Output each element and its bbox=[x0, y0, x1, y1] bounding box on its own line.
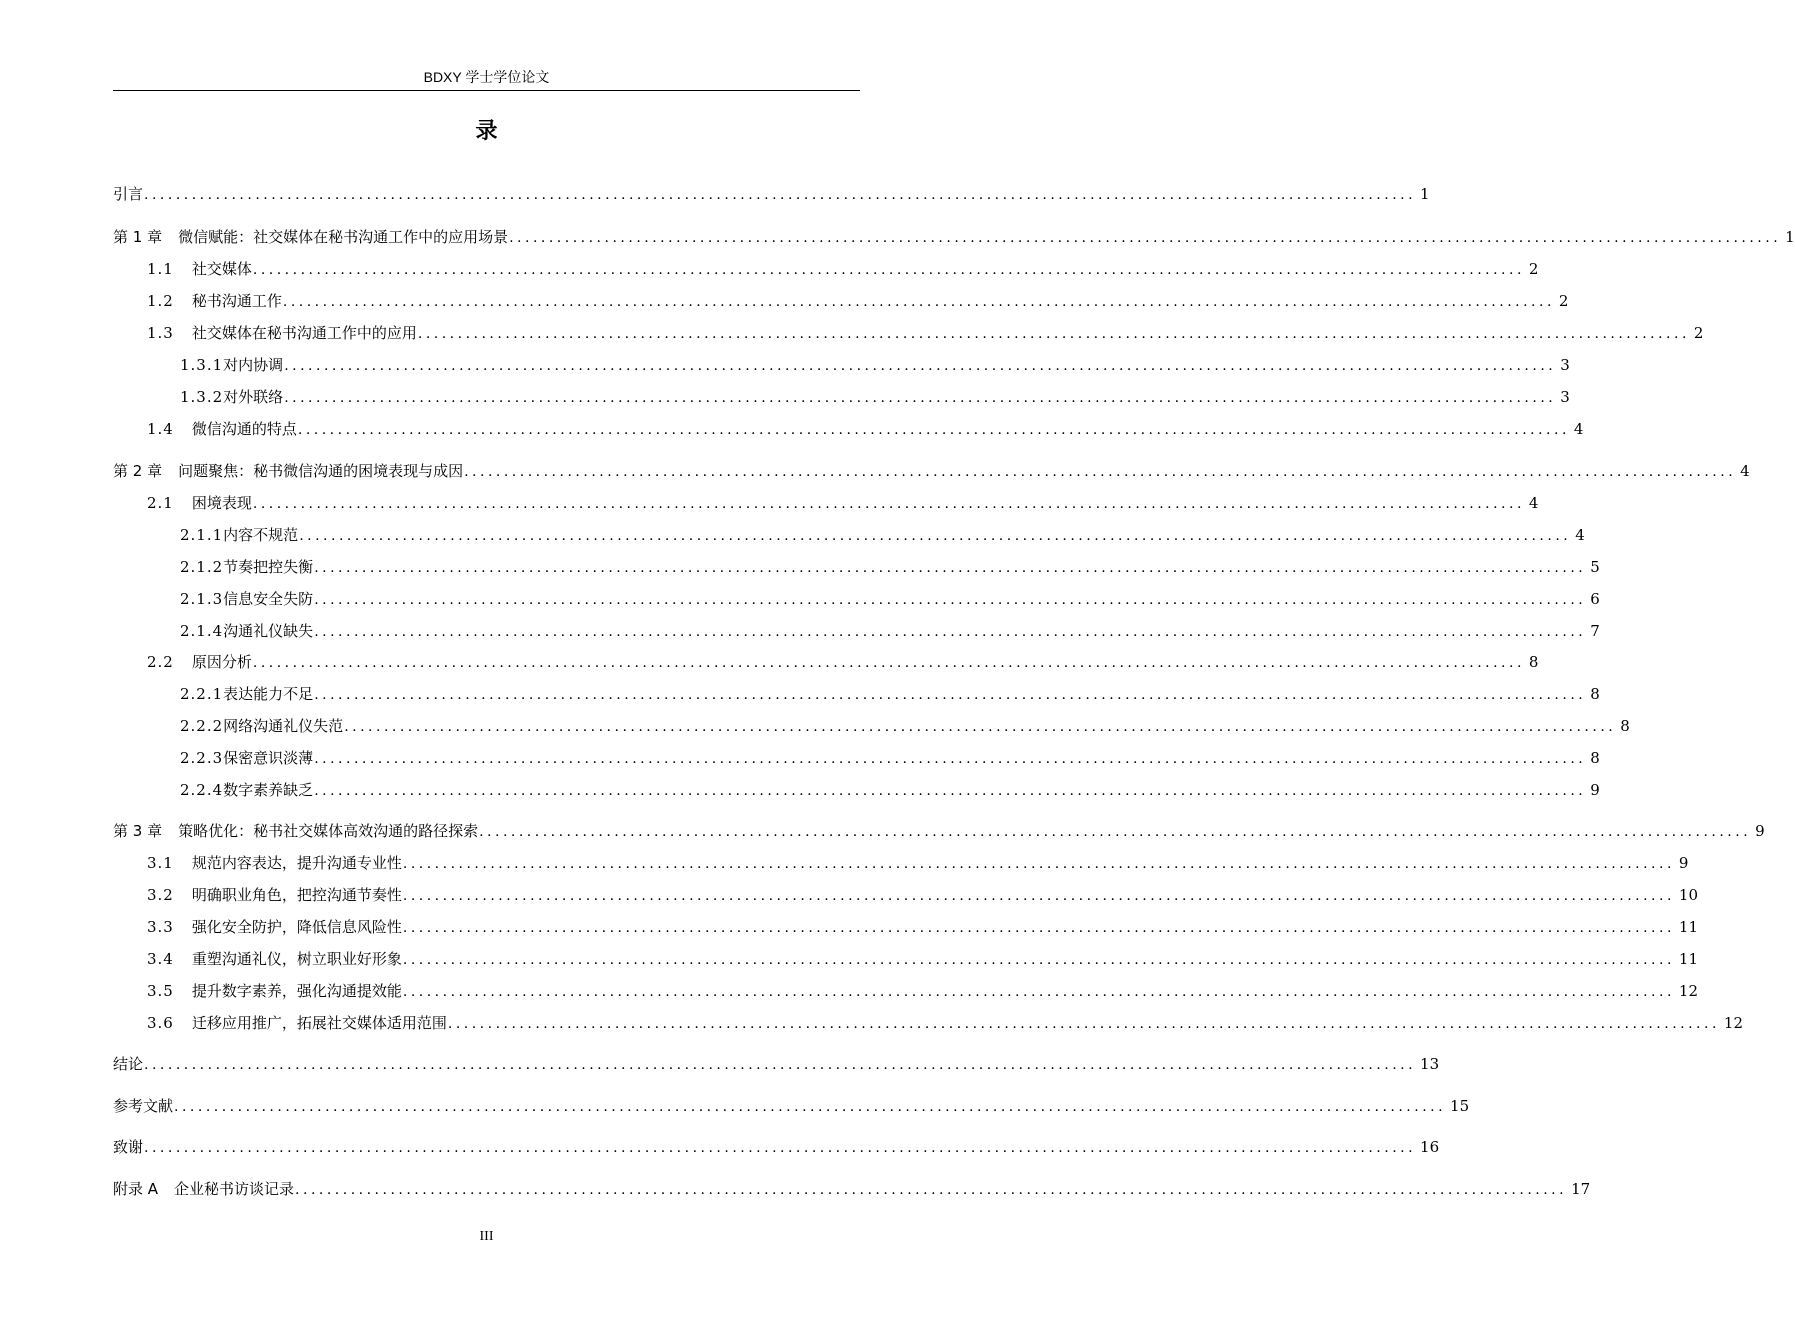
toc-entry-label: 企业秘书访谈记录 bbox=[174, 1180, 295, 1198]
toc-entry-number: 2.2.1 bbox=[180, 685, 224, 703]
toc-entry-number: 2.2.3 bbox=[180, 749, 224, 767]
toc-entry[interactable] bbox=[113, 1053, 1440, 1077]
toc-entry-label: 表达能力不足 bbox=[223, 685, 314, 703]
toc-entry-page: 8 bbox=[1590, 749, 1600, 767]
toc-entry-label: 内容不规范 bbox=[223, 526, 299, 544]
dot-leader: ................................................................................................................................................................ bbox=[314, 624, 1587, 640]
dot-leader: ................................................................................................................................................................ bbox=[464, 464, 1737, 480]
toc-entry-page: 5 bbox=[1590, 558, 1600, 576]
page-number-footer: III bbox=[479, 1229, 494, 1244]
toc-entry[interactable] bbox=[113, 524, 1585, 548]
toc-entry[interactable] bbox=[113, 354, 1570, 378]
dot-leader: ................................................................................................................................................................ bbox=[447, 1016, 1720, 1032]
toc-entry-page: 9 bbox=[1678, 854, 1689, 872]
dot-leader: ................................................................................................................................................................ bbox=[174, 1099, 1447, 1115]
toc-entry-page: 12 bbox=[1678, 982, 1698, 1000]
running-header: BDXY 学士学位论文 bbox=[423, 69, 550, 85]
toc-entry-label: 信息安全失防 bbox=[223, 590, 314, 608]
toc-entry[interactable] bbox=[113, 1178, 1591, 1202]
dot-leader: ................................................................................................................................................................ bbox=[402, 888, 1675, 904]
toc-title: 录 bbox=[475, 119, 498, 144]
toc-entry-number: 2.2.4 bbox=[180, 781, 224, 799]
toc-entry[interactable] bbox=[113, 779, 1600, 803]
toc-entry-label: 保密意识淡薄 bbox=[223, 749, 314, 767]
toc-entry[interactable] bbox=[113, 588, 1600, 612]
dot-leader: ................................................................................................................................................................ bbox=[509, 230, 1782, 246]
toc-entry-page: 4 bbox=[1575, 526, 1585, 544]
toc-entry[interactable] bbox=[113, 651, 1539, 675]
header-rule bbox=[113, 90, 860, 91]
toc-entry-page: 17 bbox=[1571, 1180, 1591, 1198]
toc-entry-page: 11 bbox=[1678, 950, 1698, 968]
toc-entry-label: 对外联络 bbox=[223, 388, 284, 406]
toc-entry-label: 微信赋能：社交媒体在秘书沟通工作中的应用场景 bbox=[178, 228, 509, 246]
toc-entry-label: 规范内容表达，提升沟通专业性 bbox=[191, 854, 402, 872]
toc-entry-number: 3.4 bbox=[147, 950, 174, 968]
dot-leader: ................................................................................................................................................................ bbox=[314, 783, 1587, 799]
toc-entry-label: 强化安全防护，降低信息风险性 bbox=[191, 918, 402, 936]
dot-leader: ................................................................................................................................................................ bbox=[314, 592, 1587, 608]
toc-entry-number: 3.1 bbox=[147, 854, 174, 872]
dot-leader: ................................................................................................................................................................ bbox=[295, 1182, 1568, 1198]
toc-entry[interactable] bbox=[113, 852, 1689, 876]
toc-entry-page: 13 bbox=[1420, 1055, 1440, 1073]
dot-leader: ................................................................................................................................................................ bbox=[252, 262, 1525, 278]
toc-entry-number: 3.3 bbox=[147, 918, 174, 936]
toc-entry-number: 2.1.4 bbox=[180, 622, 224, 640]
toc-entry[interactable] bbox=[113, 322, 1704, 346]
toc-entry[interactable] bbox=[113, 1012, 1743, 1036]
dot-leader: ................................................................................................................................................................ bbox=[314, 687, 1587, 703]
toc-entry[interactable] bbox=[113, 492, 1539, 516]
toc-entry-number: 1.4 bbox=[147, 420, 174, 438]
dot-leader: ................................................................................................................................................................ bbox=[297, 422, 1570, 438]
toc-entry-page: 6 bbox=[1590, 590, 1600, 608]
toc-entry-number: 3.5 bbox=[147, 982, 174, 1000]
toc-entry[interactable] bbox=[113, 556, 1600, 580]
toc-entry[interactable] bbox=[113, 715, 1630, 739]
toc-entry-page: 4 bbox=[1740, 462, 1750, 480]
toc-entry-number: 3.6 bbox=[147, 1014, 174, 1032]
toc-entry-label: 重塑沟通礼仪，树立职业好形象 bbox=[191, 950, 402, 968]
toc-entry-page: 7 bbox=[1590, 622, 1600, 640]
toc-entry[interactable] bbox=[113, 1136, 1440, 1160]
toc-entry-label: 节奏把控失衡 bbox=[223, 558, 314, 576]
toc-entry-label: 结论 bbox=[113, 1055, 144, 1073]
toc-entry-label: 问题聚焦：秘书微信沟通的困境表现与成因 bbox=[178, 462, 464, 480]
toc-entry[interactable] bbox=[113, 948, 1698, 972]
dot-leader: ................................................................................................................................................................ bbox=[479, 824, 1752, 840]
toc-entry-label: 策略优化：秘书社交媒体高效沟通的路径探索 bbox=[178, 822, 479, 840]
toc-entry[interactable] bbox=[113, 884, 1698, 908]
toc-entry-number: 2.1.1 bbox=[180, 526, 224, 544]
toc-entry-number: 1.3.2 bbox=[180, 388, 224, 406]
dot-leader: ................................................................................................................................................................ bbox=[344, 719, 1617, 735]
toc-entry[interactable] bbox=[113, 460, 1750, 484]
dot-leader: ................................................................................................................................................................ bbox=[402, 856, 1675, 872]
toc-entry[interactable] bbox=[113, 226, 1795, 250]
toc-entry-label: 参考文献 bbox=[113, 1097, 174, 1115]
toc-entry-number: 1.2 bbox=[147, 292, 174, 310]
dot-leader: ................................................................................................................................................................ bbox=[402, 984, 1675, 1000]
dot-leader: ................................................................................................................................................................ bbox=[284, 390, 1557, 406]
toc-entry-number: 第 1 章 bbox=[113, 228, 163, 246]
toc-entry-number: 1.3 bbox=[147, 324, 174, 342]
toc-entry-page: 16 bbox=[1420, 1138, 1440, 1156]
toc-entry-page: 3 bbox=[1560, 356, 1570, 374]
dot-leader: ................................................................................................................................................................ bbox=[417, 326, 1690, 342]
toc-entry-label: 明确职业角色，把控沟通节奏性 bbox=[191, 886, 402, 904]
toc-entry[interactable] bbox=[113, 820, 1765, 844]
toc-entry-page: 1 bbox=[1785, 228, 1795, 246]
toc-entry[interactable] bbox=[113, 747, 1600, 771]
toc-entry-label: 数字素养缺乏 bbox=[223, 781, 314, 799]
dot-leader: ................................................................................................................................................................ bbox=[282, 294, 1555, 310]
toc-entry-number: 1.3.1 bbox=[180, 356, 224, 374]
toc-entry-label: 网络沟通礼仪失范 bbox=[223, 717, 344, 735]
toc-entry-page: 2 bbox=[1693, 324, 1704, 342]
toc-entry-page: 1 bbox=[1420, 185, 1430, 203]
toc-entry-label: 微信沟通的特点 bbox=[191, 420, 297, 438]
dot-leader: ................................................................................................................................................................ bbox=[252, 496, 1525, 512]
toc-entry-page: 4 bbox=[1528, 494, 1539, 512]
toc-entry[interactable] bbox=[113, 683, 1600, 707]
toc-entry-number: 附录 A bbox=[113, 1180, 159, 1198]
toc-entry-label: 困境表现 bbox=[191, 494, 252, 512]
toc-entry-number: 2.2.2 bbox=[180, 717, 224, 735]
toc-entry-number: 2.1 bbox=[147, 494, 174, 512]
toc-entry-page: 15 bbox=[1450, 1097, 1470, 1115]
toc-entry-label: 提升数字素养，强化沟通提效能 bbox=[191, 982, 402, 1000]
toc-entry[interactable] bbox=[113, 418, 1584, 442]
toc-entry-label: 迁移应用推广，拓展社交媒体适用范围 bbox=[191, 1014, 447, 1032]
toc-entry-number: 3.2 bbox=[147, 886, 174, 904]
toc-entry-page: 2 bbox=[1558, 292, 1569, 310]
toc-entry-label: 引言 bbox=[113, 185, 144, 203]
toc-entry-page: 4 bbox=[1573, 420, 1584, 438]
toc-entry-number: 2.2 bbox=[147, 653, 174, 671]
toc-entry-page: 10 bbox=[1678, 886, 1698, 904]
toc-entry-label: 对内协调 bbox=[223, 356, 284, 374]
toc-entry[interactable] bbox=[113, 258, 1539, 282]
toc-entry[interactable] bbox=[113, 290, 1569, 314]
toc-entry-label: 沟通礼仪缺失 bbox=[223, 622, 314, 640]
toc-entry-number: 第 3 章 bbox=[113, 822, 163, 840]
toc-entry-label: 秘书沟通工作 bbox=[191, 292, 282, 310]
dot-leader: ................................................................................................................................................................ bbox=[144, 1057, 1417, 1073]
toc-entry[interactable] bbox=[113, 620, 1600, 644]
toc-entry[interactable] bbox=[113, 183, 1430, 207]
dot-leader: ................................................................................................................................................................ bbox=[144, 187, 1417, 203]
dot-leader: ................................................................................................................................................................ bbox=[144, 1140, 1417, 1156]
toc-entry-number: 2.1.2 bbox=[180, 558, 224, 576]
toc-entry-page: 9 bbox=[1755, 822, 1765, 840]
dot-leader: ................................................................................................................................................................ bbox=[252, 655, 1525, 671]
toc-entry-number: 第 2 章 bbox=[113, 462, 163, 480]
toc-entry[interactable] bbox=[113, 386, 1570, 410]
toc-entry[interactable] bbox=[113, 980, 1698, 1004]
toc-entry-label: 原因分析 bbox=[191, 653, 252, 671]
toc-entry-page: 3 bbox=[1560, 388, 1570, 406]
dot-leader: ................................................................................................................................................................ bbox=[314, 751, 1587, 767]
toc-entry-page: 11 bbox=[1678, 918, 1698, 936]
toc-entry[interactable] bbox=[113, 916, 1698, 940]
toc-entry[interactable] bbox=[113, 1095, 1470, 1119]
dot-leader: ................................................................................................................................................................ bbox=[299, 528, 1572, 544]
toc-entry-label: 社交媒体在秘书沟通工作中的应用 bbox=[191, 324, 417, 342]
toc-entry-page: 12 bbox=[1723, 1014, 1743, 1032]
dot-leader: ................................................................................................................................................................ bbox=[284, 358, 1557, 374]
dot-leader: ................................................................................................................................................................ bbox=[402, 920, 1675, 936]
dot-leader: ................................................................................................................................................................ bbox=[314, 560, 1587, 576]
toc-entry-page: 9 bbox=[1590, 781, 1600, 799]
toc-entry-number: 1.1 bbox=[147, 260, 174, 278]
toc-entry-page: 2 bbox=[1528, 260, 1539, 278]
toc-entry-page: 8 bbox=[1590, 685, 1600, 703]
toc-entry-page: 8 bbox=[1620, 717, 1630, 735]
toc-entry-label: 致谢 bbox=[113, 1138, 144, 1156]
toc-entry-number: 2.1.3 bbox=[180, 590, 224, 608]
dot-leader: ................................................................................................................................................................ bbox=[402, 952, 1675, 968]
toc-entry-page: 8 bbox=[1528, 653, 1539, 671]
toc-entry-label: 社交媒体 bbox=[191, 260, 252, 278]
